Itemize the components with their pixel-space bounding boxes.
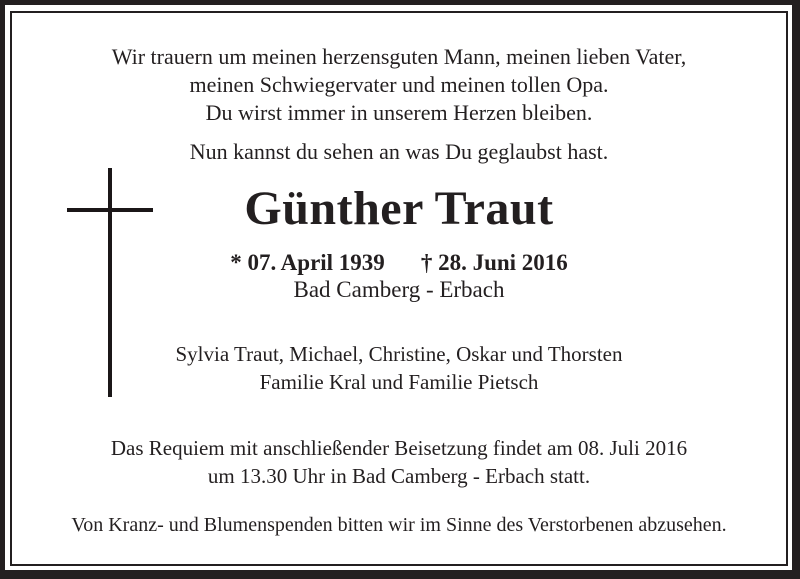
mourners-line-2: Familie Kral und Familie Pietsch — [259, 370, 539, 394]
deceased-name: Günther Traut — [244, 182, 554, 235]
funeral-info — [12, 434, 786, 490]
funeral-line-1: Das Requiem mit anschließender Beisetzung findet am 08. Juli 2016 — [110, 436, 688, 460]
intro-line-2: meinen Schwiegervater und meinen tollen Opa. — [189, 72, 609, 97]
donation-request: Von Kranz- und Blumenspenden bitten wir im Sinne des Verstorbenen abzusehen. — [71, 514, 727, 536]
intro-line-3: Du wirst immer in unserem Herzen bleiben. — [205, 100, 593, 125]
faith-line: Nun kannst du sehen an was Du geglaubst hast. — [189, 139, 609, 164]
death-date: † 28. Juni 2016 — [420, 250, 568, 275]
intro-line-1: Wir trauern um meinen herzensguten Mann, meinen lieben Vater, — [111, 44, 687, 69]
residence: Bad Camberg - Erbach — [293, 277, 505, 302]
intro-text — [12, 43, 786, 127]
funeral-line-2: um 13.30 Uhr in Bad Camberg - Erbach statt. — [207, 464, 591, 488]
life-dates — [12, 249, 786, 277]
mourners-line-1: Sylvia Traut, Michael, Christine, Oskar und Thorsten — [175, 342, 623, 366]
birth-date: * 07. April 1939 — [230, 250, 385, 275]
mourners-text — [12, 340, 786, 396]
